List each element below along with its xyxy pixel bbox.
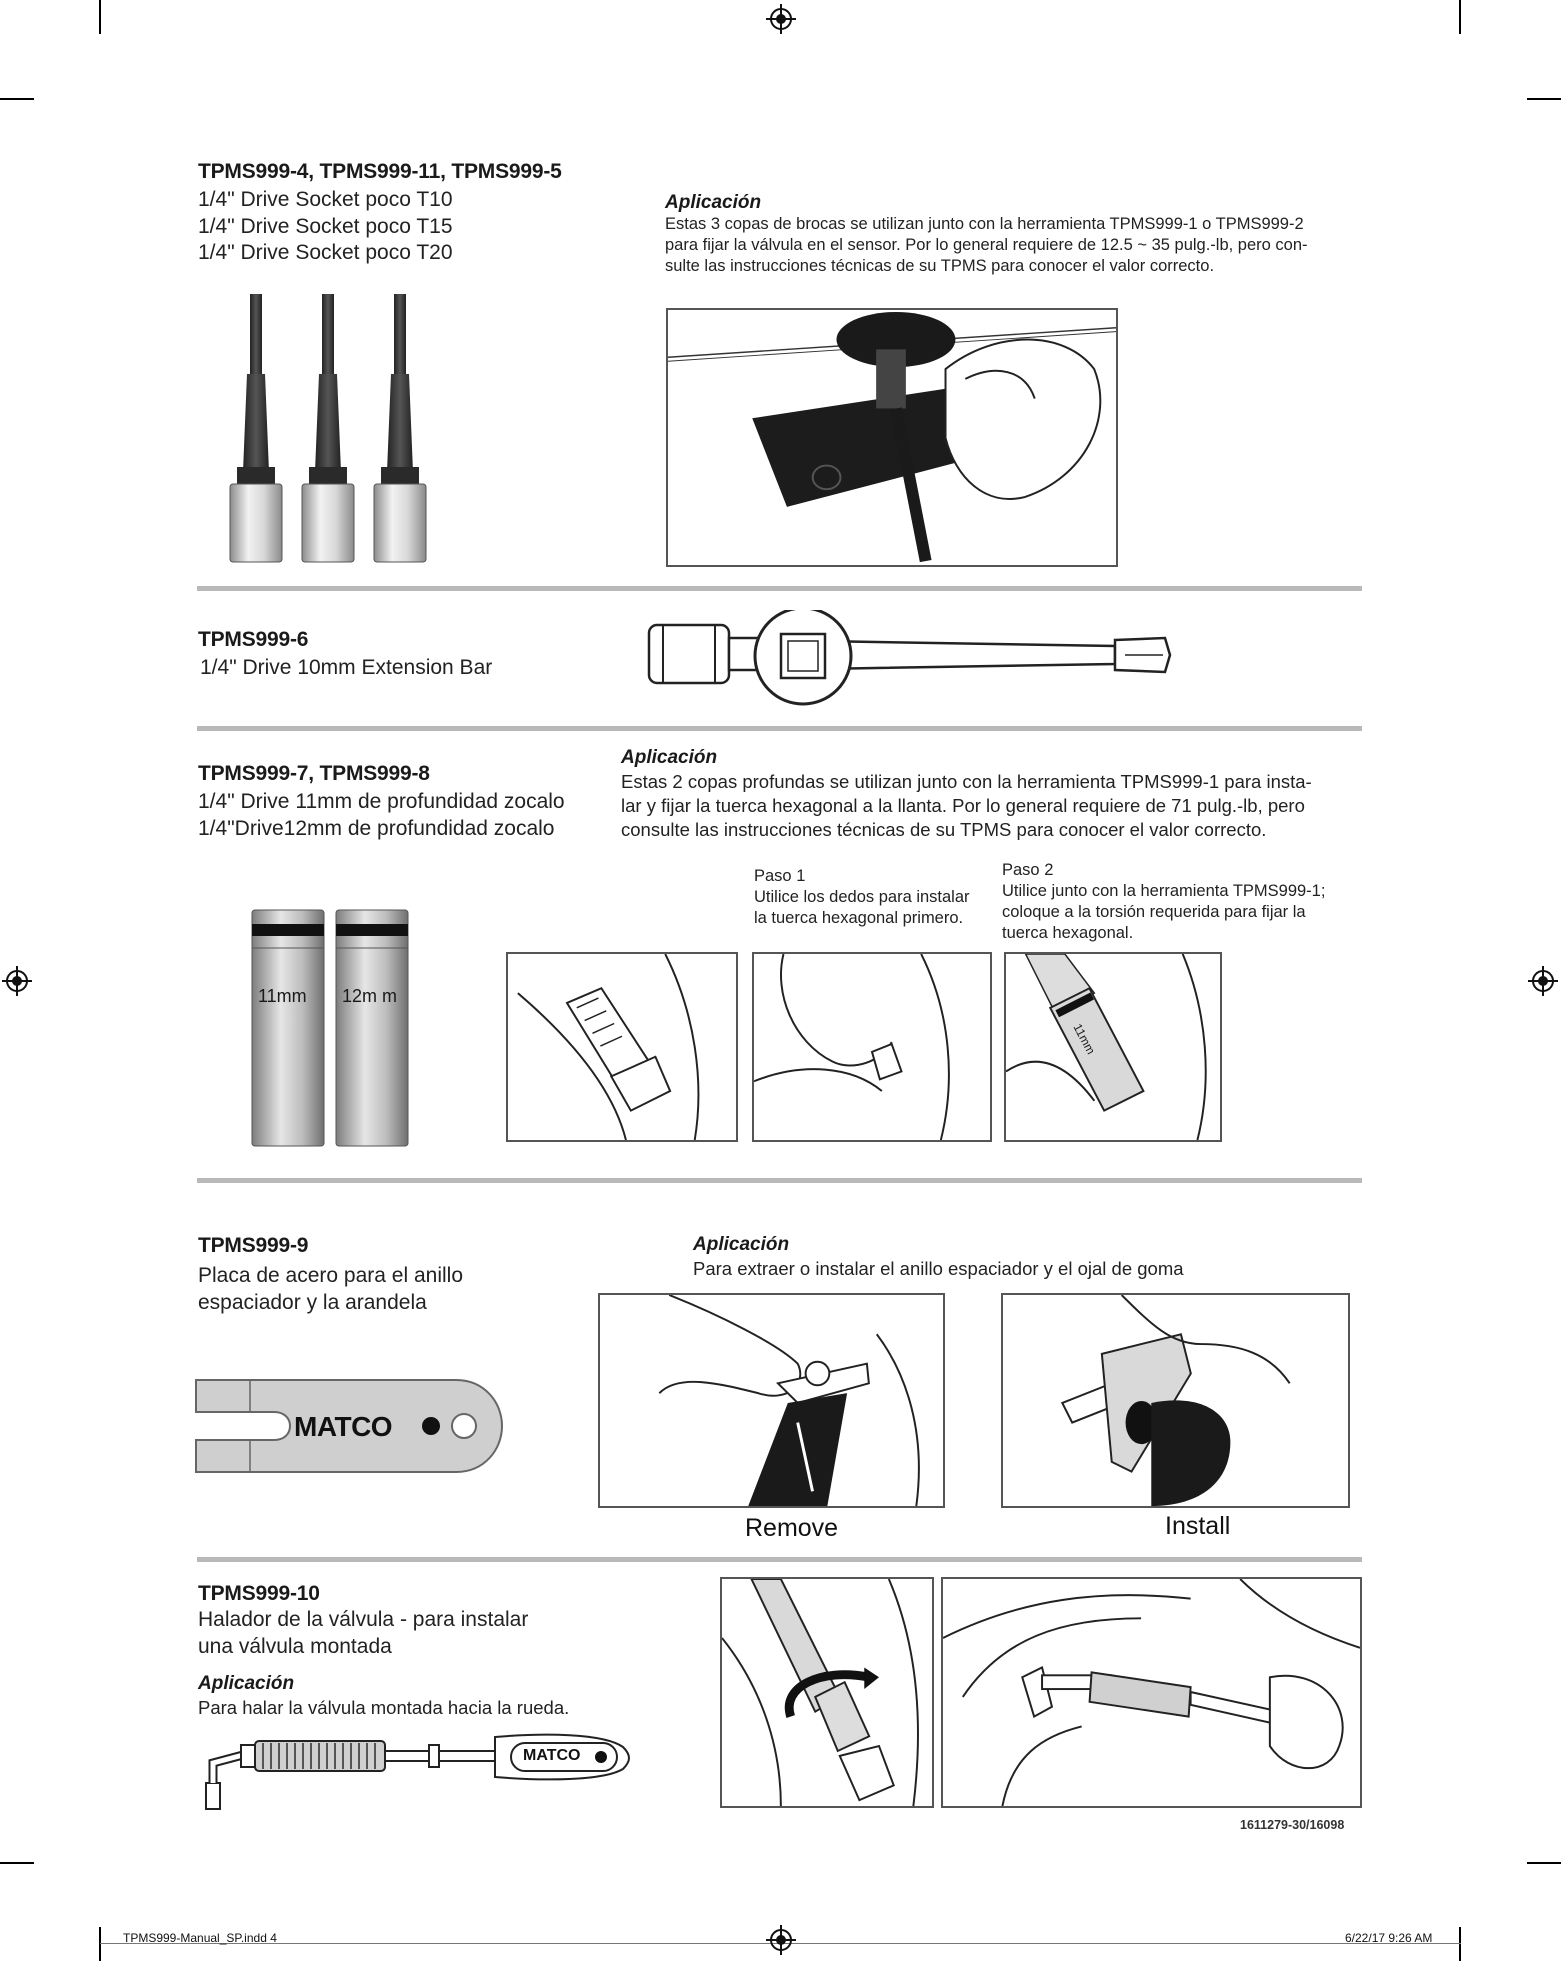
crop-mark [1527, 98, 1561, 100]
section1-app-text: Estas 3 copas de brocas se utilizan junto con la herramienta TPMS999-1 o TPMS999-2 para fijar la válvula en el sensor. Por lo general requiere de 12.5 ~ 35 pulg.-lb, pero con- sulte las instrucciones técnicas de su TPMS para conocer el valor correcto. [665, 215, 1308, 275]
crop-mark [0, 1862, 34, 1864]
section1-items [198, 187, 453, 267]
section5-app-text: Para halar la válvula montada hacia la rueda. [198, 1697, 570, 1718]
install-label: Install [1165, 1512, 1231, 1540]
section3-title: TPMS999-7, TPMS999-8 [198, 762, 430, 785]
section2-title: TPMS999-6 [198, 628, 309, 651]
item-t20: 1/4" Drive Socket poco T20 [198, 241, 453, 264]
crop-mark [99, 0, 101, 34]
spacer-plate-illustration [194, 1378, 506, 1474]
item-t10: 1/4" Drive Socket poco T10 [198, 188, 453, 211]
step1-illustration [752, 952, 992, 1142]
remove-label: Remove [745, 1514, 839, 1542]
section-divider [197, 1557, 1362, 1562]
crop-mark [0, 98, 34, 100]
section-divider [197, 586, 1362, 591]
section4-title: TPMS999-9 [198, 1234, 309, 1257]
item-t15: 1/4" Drive Socket poco T15 [198, 214, 453, 238]
crop-mark [1459, 0, 1461, 34]
section5-title: TPMS999-10 [198, 1582, 320, 1605]
item-12mm: 1/4"Drive12mm de profundidad zocalo [198, 816, 555, 840]
puller-illustration-1 [720, 1577, 934, 1808]
section3-app-heading: Aplicación [621, 747, 718, 768]
section1-title: TPMS999-4, TPMS999-11, TPMS999-5 [198, 160, 562, 183]
socket-t20 [374, 294, 426, 562]
remove-illustration [598, 1293, 945, 1508]
section-divider [197, 1178, 1362, 1183]
crop-mark [1527, 1862, 1561, 1864]
section1-app-heading: Aplicación [665, 192, 762, 213]
crop-mark [1459, 1927, 1461, 1961]
plate-logo-text: MATCO [294, 1411, 393, 1442]
socket-label-12mm: 12m m [342, 986, 398, 1006]
section2-item: 1/4" Drive 10mm Extension Bar [200, 656, 493, 679]
socket-t10 [230, 294, 282, 562]
valve-stem-illustration [506, 952, 738, 1142]
application-illustration-valve-sensor [666, 308, 1118, 567]
torx-sockets-illustration [225, 292, 455, 572]
section4-text: Placa de acero para el anillo espaciador y la arandela [198, 1264, 464, 1314]
section3-items [198, 789, 565, 842]
deep-sockets-illustration [250, 908, 420, 1148]
extension-bar-illustration [645, 610, 1175, 710]
section3-app-text: Estas 2 copas profundas se utilizan junto con la herramienta TPMS999-1 para insta- lar y fijar la tuerca hexagonal a la llanta. Por lo general requiere de 71 pulg.-lb, pero consulte las instrucciones técnicas de su TPMS para conocer el valor correcto. [621, 771, 1312, 840]
valve-puller-illustration [203, 1733, 633, 1813]
registration-mark-icon [770, 8, 792, 30]
document-code: 1611279-30/16098 [1240, 1818, 1345, 1832]
socket-mark-11mm: 11mm [1070, 1021, 1099, 1057]
section5-app-heading: Aplicación [198, 1673, 295, 1694]
step2-text: Paso 2 Utilice junto con la herramienta TPMS999-1; coloque a la torsión requerida para fijar la tuerca hexagonal. [1002, 861, 1326, 942]
footer-file-name: TPMS999-Manual_SP.indd 4 [123, 1931, 277, 1945]
install-illustration [1001, 1293, 1350, 1508]
section4-app-heading: Aplicación [693, 1234, 790, 1255]
socket-label-11mm: 11mm [258, 986, 307, 1006]
registration-mark-icon [6, 970, 28, 992]
registration-mark-icon [1532, 970, 1554, 992]
step2-illustration [1004, 952, 1222, 1142]
handle-logo-text: MATCO [523, 1747, 581, 1764]
item-11mm: 1/4" Drive 11mm de profundidad zocalo [198, 790, 565, 813]
crop-mark [99, 1927, 101, 1961]
registration-mark-icon [770, 1929, 792, 1951]
socket-t15 [302, 294, 354, 562]
section4-app-text: Para extraer o instalar el anillo espaciador y el ojal de goma [693, 1258, 1184, 1279]
section5-text: Halador de la válvula - para instalar una válvula montada [198, 1608, 529, 1658]
section-divider [197, 726, 1362, 731]
puller-illustration-2 [941, 1577, 1362, 1808]
step1-text: Paso 1 Utilice los dedos para instalar la tuerca hexagonal primero. [754, 867, 970, 927]
footer-datetime: 6/22/17 9:26 AM [1345, 1931, 1433, 1945]
